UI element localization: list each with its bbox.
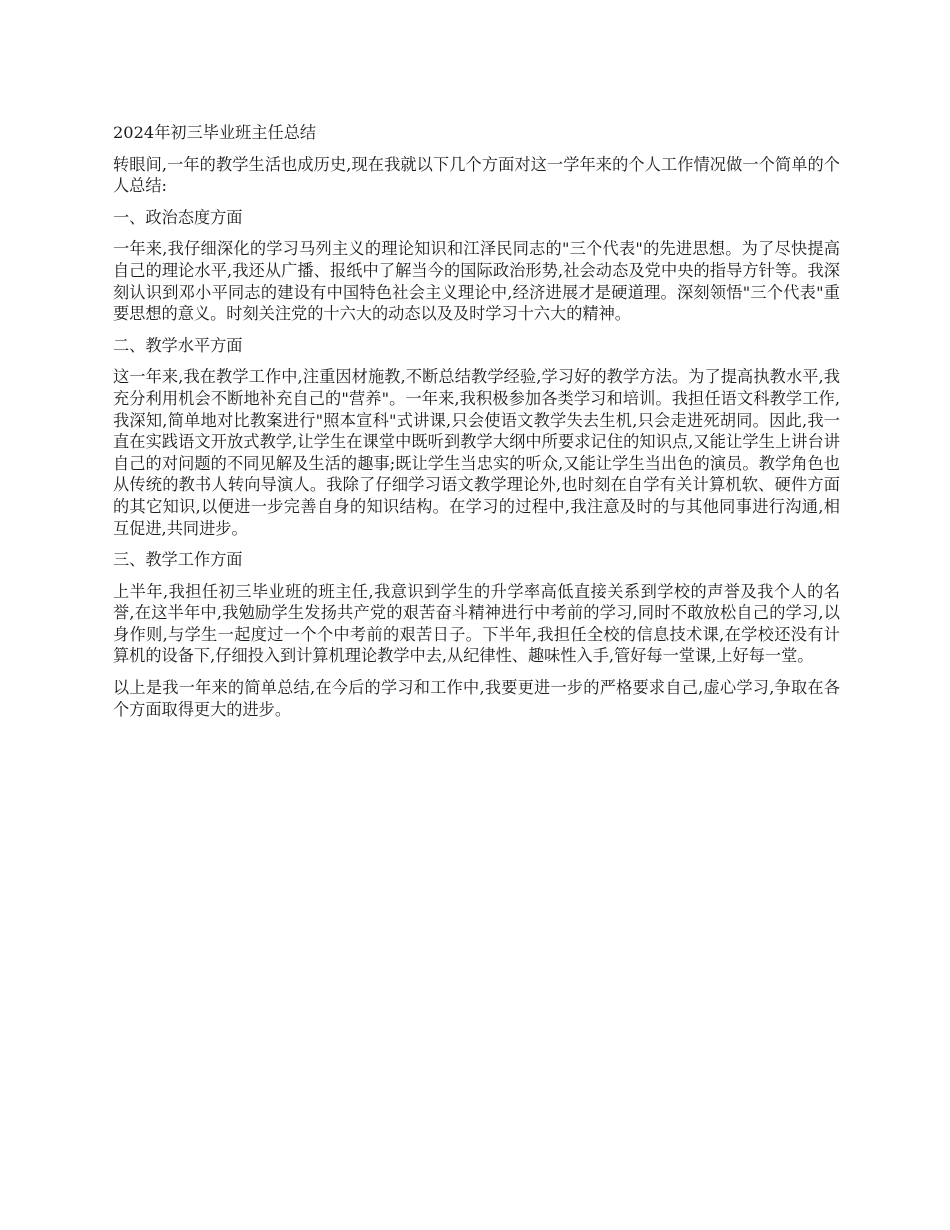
document-title: 2024年初三毕业班主任总结 [113,123,317,142]
document-page [113,122,840,730]
section-heading-teaching-work: 三、教学工作方面 [113,550,243,570]
section-body-teaching-work: 上半年,我担任初三毕业班的班主任,我意识到学生的升学率高低直接关系到学校的声誉及我个人的名誉,在这半年中,我勉励学生发扬共产党的艰苦奋斗精神进行中考前的学习,同时不敢放松自己的学习,以身作则,与学生一起度过一个个中考前的艰苦日子。下半年,我担任全校的信息技术课,在学校还没有计算机的设备下,仔细投入到计算机理论教学中去,从纪律性、趣味性入手,管好每一堂课,上好每一堂。 [113,581,840,666]
section-body-teaching-level: 这一年来,我在教学工作中,注重因材施教,不断总结教学经验,学习好的教学方法。为了提高执教水平,我充分利用机会不断地补充自己的"营养"。一年来,我积极参加各类学习和培训。我担任语文科教学工作,我深知,简单地对比教案进行"照本宣科"式讲课,只会使语文教学失去生机,只会走进死胡同。因此,我一直在实践语文开放式教学,让学生在课堂中既听到教学大纲中所要求记住的知识点,又能让学生上讲台讲自己的对问题的不同见解及生活的趣事;既让学生当忠实的听众,又能让学生当出色的演员。教学角色也从传统的教书人转向导演人。我除了仔细学习语文教学理论外,也时刻在自学有关计算机软、硬件方面的其它知识,以便进一步完善自身的知识结构。在学习的过程中,我注意及时的与其他同事进行沟通,相互促进,共同进步。 [113,367,840,538]
intro-paragraph: 转眼间,一年的教学生活也成历史,现在我就以下几个方面对这一学年来的个人工作情况做一个简单的个人总结: [113,154,840,196]
conclusion-paragraph: 以上是我一年来的简单总结,在今后的学习和工作中,我要更进一步的严格要求自己,虚心学习,争取在各个方面取得更大的进步。 [113,678,840,719]
section-heading-political: 一、政治态度方面 [113,207,243,227]
section-body-political: 一年来,我仔细深化的学习马列主义的理论知识和江泽民同志的"三个代表"的先进思想。为了尽快提高自己的理论水平,我还从广播、报纸中了解当今的国际政治形势,社会动态及党中央的指导方针等。我深刻认识到邓小平同志的建设有中国特色社会主义理论中,经济进展才是硬道理。深刻领悟"三个代表"重要思想的意义。时刻关注党的十六大的动态以及及时学习十六大的精神。 [113,239,840,324]
section-heading-teaching-level: 二、教学水平方面 [113,335,243,355]
